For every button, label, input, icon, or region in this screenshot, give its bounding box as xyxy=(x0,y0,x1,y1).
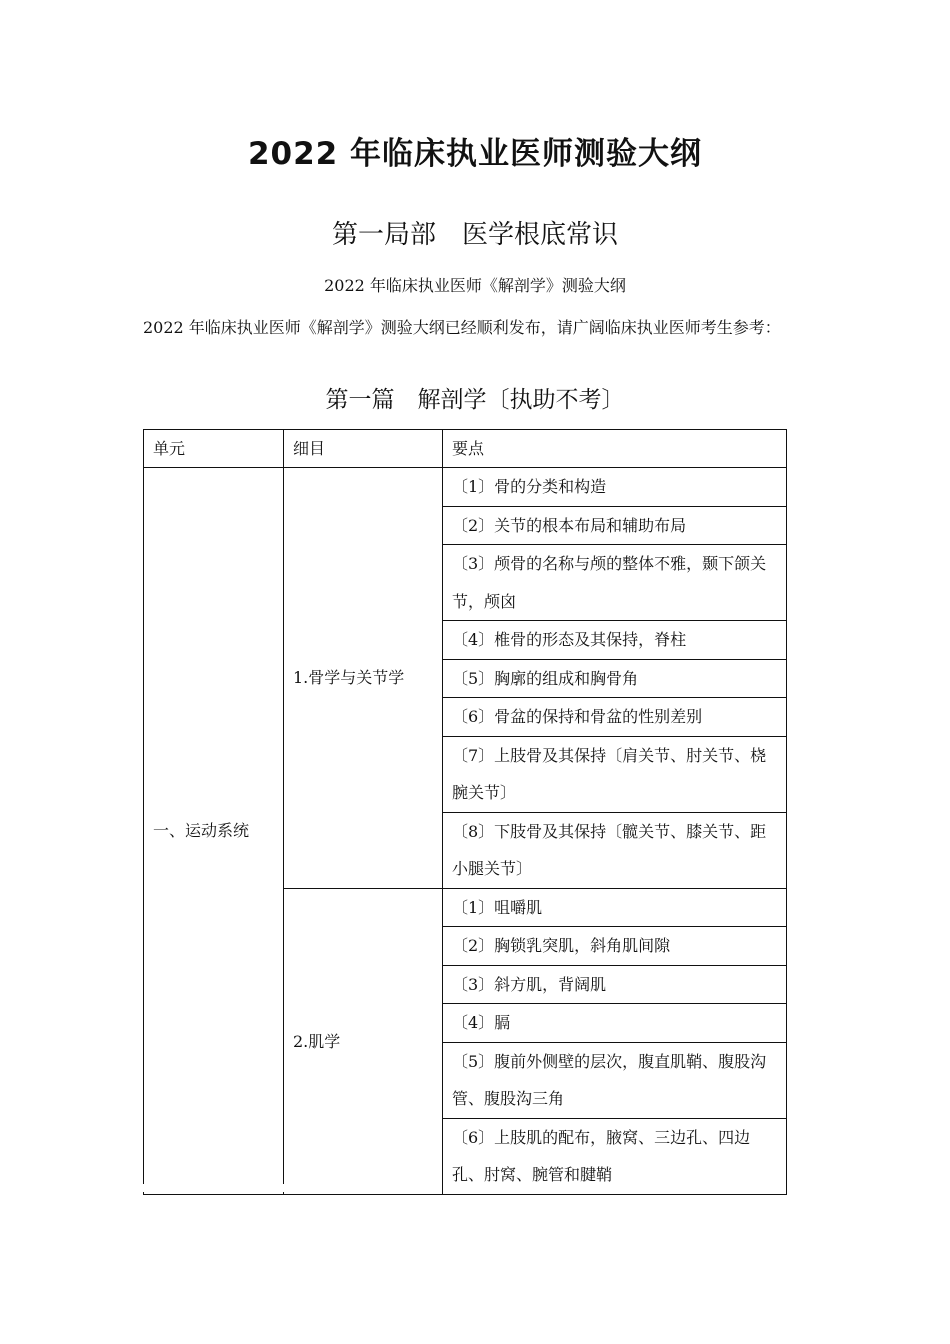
item-cell: 1.骨学与关节学 xyxy=(284,468,443,889)
point-cell: 〔6〕骨盆的保持和骨盆的性别差别 xyxy=(443,698,787,737)
point-cell: 〔2〕胸锁乳突肌，斜角肌间隙 xyxy=(443,927,787,966)
point-cell: 〔8〕下肢骨及其保持〔髋关节、膝关节、距小腿关节〕 xyxy=(443,812,787,888)
table-row xyxy=(144,468,787,507)
point-cell: 〔6〕上肢肌的配布，腋窝、三边孔、四边孔、肘窝、腕管和腱鞘 xyxy=(443,1118,787,1194)
point-cell: 〔5〕腹前外侧壁的层次，腹直肌鞘、腹股沟管、腹股沟三角 xyxy=(443,1042,787,1118)
header-points: 要点 xyxy=(443,430,787,468)
point-cell: 〔1〕咀嚼肌 xyxy=(443,888,787,927)
header-unit: 单元 xyxy=(144,430,284,468)
point-cell: 〔4〕膈 xyxy=(443,1004,787,1043)
chapter-heading: 第一篇 解剖学〔执助不考〕 xyxy=(325,387,625,413)
point-cell: 〔7〕上肢骨及其保持〔肩关节、肘关节、桡腕关节〕 xyxy=(443,736,787,812)
table-header-row xyxy=(144,430,787,468)
intro-paragraph: 2022 年临床执业医师《解剖学》测验大纲已经顺利发布，请广阔临床执业医师考生参考： xyxy=(143,318,781,337)
item-cell: 2.肌学 xyxy=(284,888,443,1194)
point-cell: 〔2〕关节的根本布局和辅助布局 xyxy=(443,506,787,545)
document-title: 2022 年临床执业医师测验大纲 xyxy=(247,136,703,172)
syllabus-table xyxy=(143,429,787,1195)
header-item: 细目 xyxy=(284,430,443,468)
point-cell: 〔3〕斜方肌，背阔肌 xyxy=(443,965,787,1004)
unit-cell: 一、运动系统 xyxy=(144,468,284,1195)
table-continuation-gap xyxy=(142,1184,289,1192)
section-caption: 2022 年临床执业医师《解剖学》测验大纲 xyxy=(324,276,626,295)
point-cell: 〔3〕颅骨的名称与颅的整体不雅，颞下颌关节，颅囟 xyxy=(443,545,787,621)
point-cell: 〔1〕骨的分类和构造 xyxy=(443,468,787,507)
point-cell: 〔4〕椎骨的形态及其保持，脊柱 xyxy=(443,621,787,660)
point-cell: 〔5〕胸廓的组成和胸骨角 xyxy=(443,659,787,698)
part-heading: 第一局部 医学根底常识 xyxy=(331,220,618,250)
